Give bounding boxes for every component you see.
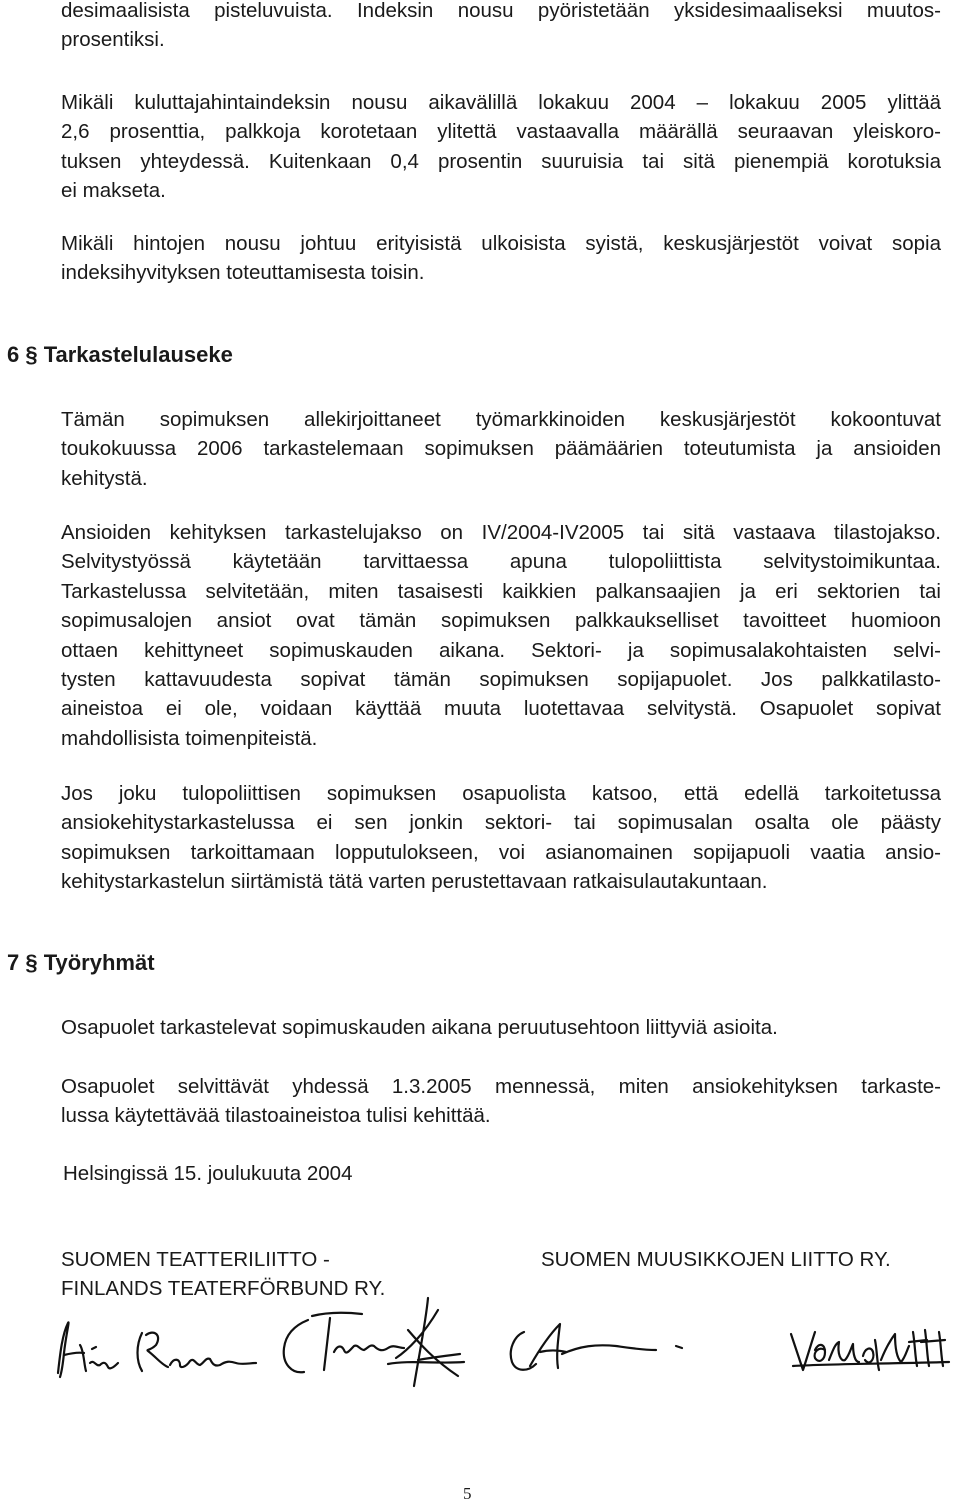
text-line: mahdollisista toimenpiteistä. — [61, 726, 318, 750]
text-line: Ansioiden kehityksen tarkastelujakso on IV/2004-IV2005 tai sitä vastaava tilastojakso. — [61, 521, 941, 544]
place-date: Helsingissä 15. joulukuuta 2004 — [63, 1162, 353, 1185]
signature-1 — [50, 1305, 265, 1385]
text-line: ottaen kehittyneet sopimuskauden aikana. Sektori- ja sopimusalakohtaisten selvi- — [61, 638, 941, 662]
signatory-line: SUOMEN TEATTERILIITTO - — [61, 1248, 330, 1271]
text-line: ansiokehitystarkastelussa ei sen jonkin sektori- tai sopimusalan osalta ole päästy — [61, 811, 941, 835]
signature-2-graphic — [268, 1290, 473, 1400]
paragraph — [61, 229, 941, 288]
paragraph — [61, 1072, 941, 1131]
text-line: tysten kattavuudesta sopivat tämän sopimuksen sopijapuolet. Jos palkkatilasto- — [61, 668, 941, 692]
text-line: Mikäli kuluttajahintaindeksin nousu aikavälillä lokakuu 2004 – lokakuu 2005 ylittää — [61, 91, 941, 114]
paragraph — [61, 405, 941, 493]
text-line: Mikäli hintojen nousu johtuu erityisistä ulkoisista syistä, keskusjärjestöt voivat sopia — [61, 232, 941, 255]
section-heading-6: 6 § Tarkastelulauseke — [7, 342, 233, 367]
signature-3 — [500, 1310, 705, 1380]
text-line: desimaalisista pisteluvuista. Indeksin nousu pyöristetään yksidesimaaliseksi muutos- — [61, 0, 941, 22]
text-line: aineistoa ei ole, voidaan käyttää muuta luotettavaa selvitystä. Osapuolet sopivat — [61, 697, 941, 721]
paragraph — [61, 88, 941, 206]
text-line: Osapuolet tarkastelevat sopimuskauden aikana peruutusehtoon liittyviä asioita. — [61, 1016, 778, 1039]
text-line: tuksen yhteydessä. Kuitenkaan 0,4 prosentin suuruisia tai sitä pienempiä korotuksia — [61, 149, 941, 173]
section-heading-7: 7 § Työryhmät — [7, 950, 155, 975]
paragraph — [61, 779, 941, 897]
text-line: lussa käytettävää tilastoaineistoa tulisi kehittää. — [61, 1104, 491, 1128]
signatory-line: FINLANDS TEATERFÖRBUND RY. — [61, 1277, 386, 1300]
text-line: Tämän sopimuksen allekirjoittaneet työmarkkinoiden keskusjärjestöt kokoontuvat — [61, 408, 941, 431]
text-line: sopimuksen tarkoittamaan lopputulokseen, voi asianomainen sopijapuoli vaatia ansio- — [61, 840, 941, 864]
paragraph — [61, 1013, 941, 1042]
text-line: ei makseta. — [61, 179, 166, 203]
signatory-line: SUOMEN MUUSIKKOJEN LIITTO RY. — [541, 1248, 891, 1271]
text-line: kehitystarkastelun siirtämistä tätä varten perustettavaan ratkaisulautakuntaan. — [61, 870, 768, 894]
paragraph — [61, 518, 941, 753]
paragraph — [61, 0, 941, 55]
text-line: Selvitystyössä käytetään tarvittaessa apuna tulopoliittista selvitystoimikuntaa. — [61, 550, 941, 574]
signatory-right — [541, 1245, 891, 1274]
text-line: 2,6 prosenttia, palkkoja korotetaan ylitettä vastaavalla määrällä seuraavan yleiskoro- — [61, 120, 941, 144]
signature-4-graphic — [785, 1320, 955, 1380]
signature-4 — [785, 1320, 955, 1380]
text-line: indeksihyvityksen toteuttamisesta toisin. — [61, 261, 425, 285]
signature-2 — [268, 1290, 473, 1400]
text-line: Jos joku tulopoliittisen sopimuksen osapuolista katsoo, että edellä tarkoitetussa — [61, 782, 941, 805]
text-line: toukokuussa 2006 tarkastelemaan sopimuksen päämäärien toteutumista ja ansioiden — [61, 437, 941, 461]
text-line: sopimusalojen ansiot ovat tämän sopimuksen palkkaukselliset tavoitteet huomioon — [61, 609, 941, 633]
text-line: Tarkastelussa selvitetään, miten tasaisesti kaikkien palkansaajien ja eri sektorien tai — [61, 579, 941, 603]
text-line: prosentiksi. — [61, 28, 165, 52]
text-line: kehitystä. — [61, 466, 148, 490]
page-number: 5 — [463, 1484, 472, 1503]
text-line: Osapuolet selvittävät yhdessä 1.3.2005 mennessä, miten ansiokehityksen tarkaste- — [61, 1075, 941, 1098]
signature-1-graphic — [50, 1305, 265, 1385]
signature-3-graphic — [500, 1310, 705, 1380]
